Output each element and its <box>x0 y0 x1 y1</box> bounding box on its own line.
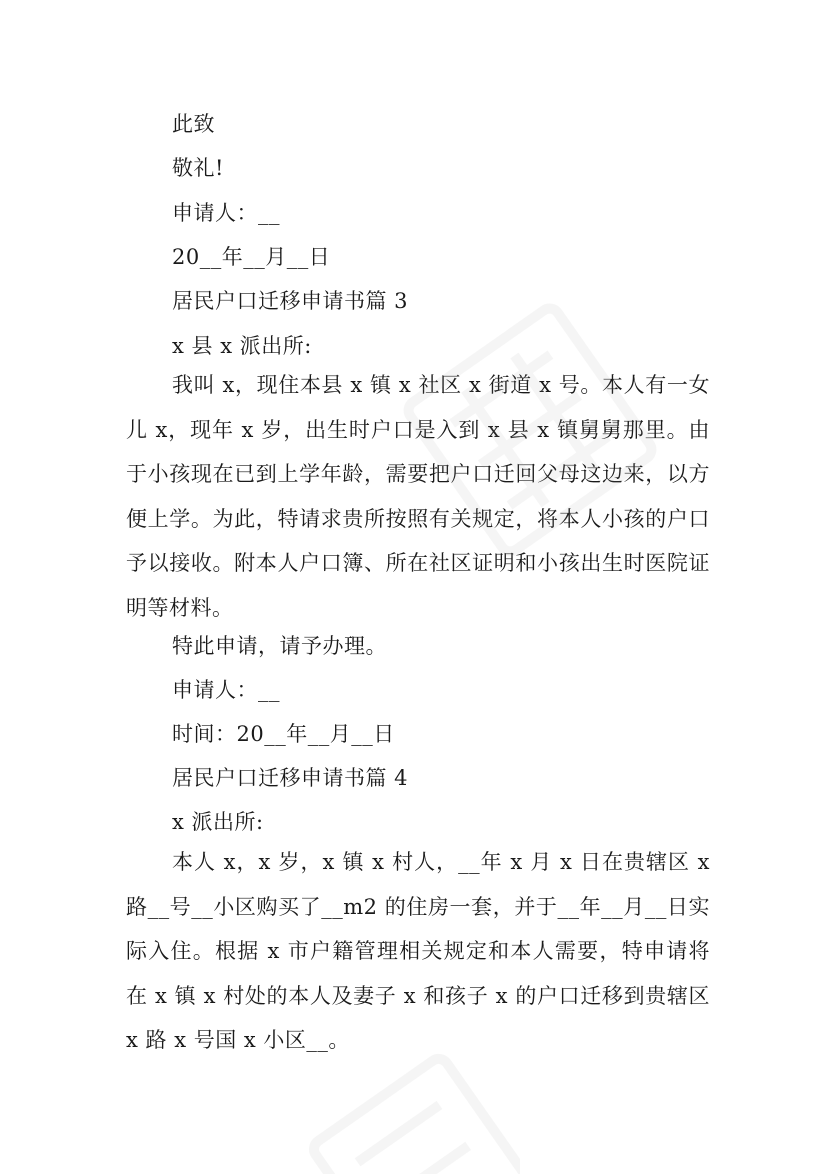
salutation-line: 敬礼! <box>172 156 224 180</box>
date-line-2: 时间：20__年__月__日 <box>172 722 395 746</box>
section-heading-4: 居民户口迁移申请书篇 4 <box>172 766 409 790</box>
request-line-3: 特此申请，请予办理。 <box>172 634 387 658</box>
body-paragraph-3: 我叫 x，现住本县 x 镇 x 社区 x 街道 x 号。本人有一女儿 x，现年 x 岁，出生时户口是入到 x 县 x 镇舅舅那里。由于小孩现在已到上学年龄，需要把户口迁回父母这边来，以方便上学。为此，特请求贵所按照有关规定，将本人小孩的户口予以接收。附本人户口簿、所在社区证明和小孩出生时医院证明等材料。 <box>126 373 710 620</box>
section-heading-3: 居民户口迁移申请书篇 3 <box>172 289 409 313</box>
body-paragraph-4: 本人 x，x 岁，x 镇 x 村人，__年 x 月 x 日在贵辖区 x 路__号__小区购买了__m2 的住房一套，并于__年__月__日实际入住。根据 x 市户籍管理相关规定和本人需要，特申请将在 x 镇 x 村处的本人及妻子 x 和孩子 x 的户口迁移到贵辖区 x 路 x 号国 x 小区__。 <box>126 850 710 1052</box>
applicant-signature-line-2: 申请人：__ <box>172 678 280 702</box>
addressee-line-3: x 县 x 派出所: <box>172 334 312 358</box>
applicant-signature-line: 申请人：__ <box>172 201 280 225</box>
closing-line: 此致 <box>172 112 215 136</box>
addressee-line-4: x 派出所: <box>172 810 264 834</box>
watermark-stamp-icon <box>300 1050 520 1174</box>
date-line: 20__年__月__日 <box>172 245 331 269</box>
